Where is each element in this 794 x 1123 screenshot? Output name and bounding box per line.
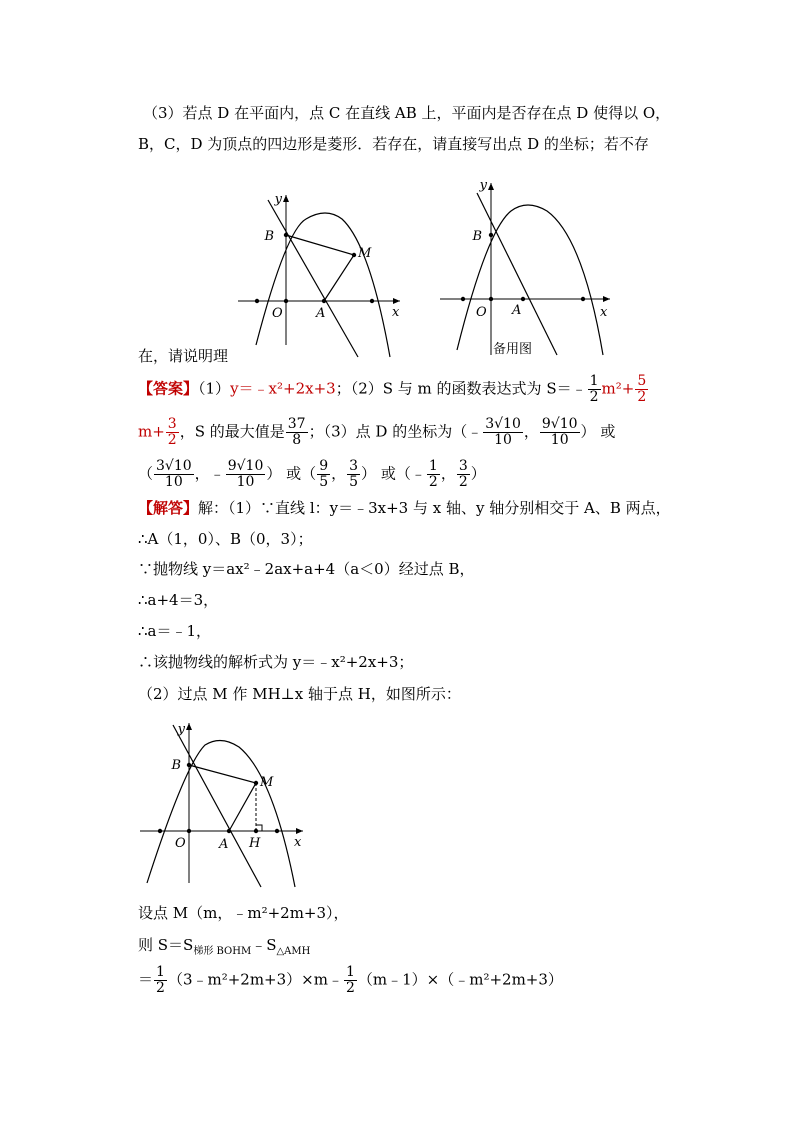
solution-line-7: （2）过点 M 作 MH⊥x 轴于点 H，如图所示：	[138, 685, 461, 703]
frac-9-5: $\frac{9}{5}$	[319, 458, 329, 490]
label-x-3: x	[294, 835, 302, 850]
label-y: y	[274, 192, 282, 207]
figure-main	[230, 185, 410, 360]
solution-line-6: ∴该抛物线的解析式为 y＝﹣x²+2x+3；	[138, 653, 414, 671]
frac-3-2: $\frac{3}{2}$	[167, 416, 177, 448]
frac-1-2-c: $\frac{1}{2}$	[156, 964, 165, 996]
label-A-2: A	[512, 303, 522, 318]
label-B-3: B	[171, 758, 181, 773]
label-B-2: B	[472, 229, 482, 244]
solution-line-2: ∴A（1，0）、B（0，3）；	[138, 530, 313, 548]
solution-line-8: 设点 M（m，﹣m²+2m+3），	[138, 904, 349, 922]
frac-1-2: $\frac{1}{2}$	[589, 373, 599, 405]
label-O-2: O	[476, 305, 487, 320]
answer-line-1: 【答案】（1）y＝﹣x²+2x+3；（2）S 与 m 的函数表达式为 S＝﹣ $\frac{1}{2}$ m²+ $\frac{5}{2}$	[138, 373, 647, 405]
label-x: x	[392, 305, 400, 320]
frac-3r10-10: $\frac{3√10}{10}$	[485, 416, 521, 448]
problem-line-1: （3）若点 D 在平面内，点 C 在直线 AB 上，平面内是否存在点 D 使得以 O，	[143, 104, 671, 122]
frac-1-2-b: $\frac{1}{2}$	[428, 458, 438, 490]
frac-3r10-10-b: $\frac{3√10}{10}$	[156, 458, 192, 490]
label-x-2: x	[600, 305, 608, 320]
solution-line-1: 【解答】解：（1）∵直线 l：y＝﹣3x+3 与 x 轴、y 轴分别相交于 A、B 两点，	[138, 499, 671, 517]
solution-line-5: ∴a＝﹣1，	[138, 622, 212, 640]
label-B: B	[264, 229, 274, 244]
label-A-3: A	[219, 837, 229, 852]
answer-line-3: （ $\frac{3√10}{10}$ ，﹣ $\frac{9√10}{10}$ ） 或（ $\frac{9}{5}$ ， $\frac{3}{5}$ ） 或（﹣ $\frac{1}{2}$ ， $\frac{3}{2}$ ）	[138, 458, 486, 490]
figure-spare	[435, 175, 620, 360]
frac-9r10-10: $\frac{9√10}{10}$	[541, 416, 578, 448]
label-y-2: y	[479, 178, 487, 193]
label-A: A	[316, 306, 326, 321]
frac-37-8: $\frac{37}{8}$	[287, 416, 306, 448]
spare-caption: 备用图	[493, 342, 533, 357]
answer-tag: 【答案】	[138, 379, 199, 398]
label-y-3: y	[177, 722, 185, 737]
solution-line-4: ∴a+4＝3，	[138, 591, 219, 609]
frac-9r10-10-b: $\frac{9√10}{10}$	[227, 458, 264, 490]
answer-line-2: m+ $\frac{3}{2}$ ，S 的最大值是 $\frac{37}{8}$ ；（3）点 D 的坐标为（﹣ $\frac{3√10}{10}$ ， $\frac{9√10}{10}$ ） 或	[138, 416, 616, 448]
frac-1-2-d: $\frac{1}{2}$	[345, 964, 355, 996]
label-M-3: M	[260, 775, 274, 790]
label-M: M	[358, 246, 372, 261]
frac-5-2: $\frac{5}{2}$	[637, 373, 647, 405]
answer-part1-expr: y＝﹣x²+2x+3	[230, 379, 336, 398]
problem-line-2: B，C，D 为顶点的四边形是菱形．若存在，请直接写出点 D 的坐标；若不存	[138, 135, 649, 153]
label-O-3: O	[175, 836, 186, 851]
solution-line-10: ＝ $\frac{1}{2}$ （3﹣m²+2m+3）×m﹣ $\frac{1}{2}$ （m﹣1）×（﹣m²+2m+3）	[138, 964, 563, 996]
label-O: O	[272, 306, 283, 321]
label-H-3: H	[249, 836, 261, 851]
frac-3-2-b: $\frac{3}{2}$	[458, 458, 468, 490]
solution-line-9: 则 $S=S_{梯形 BOHM}﹣S_{\triangle AMH}$	[138, 936, 311, 957]
problem-line-3: 在，请说明理	[138, 347, 229, 365]
frac-3-5: $\frac{3}{5}$	[349, 458, 359, 490]
figure-with-H	[135, 715, 315, 895]
solution-tag: 【解答】	[138, 499, 199, 517]
solution-line-3: ∵抛物线 y＝ax²﹣2ax+a+4（a＜0）经过点 B，	[138, 560, 475, 578]
